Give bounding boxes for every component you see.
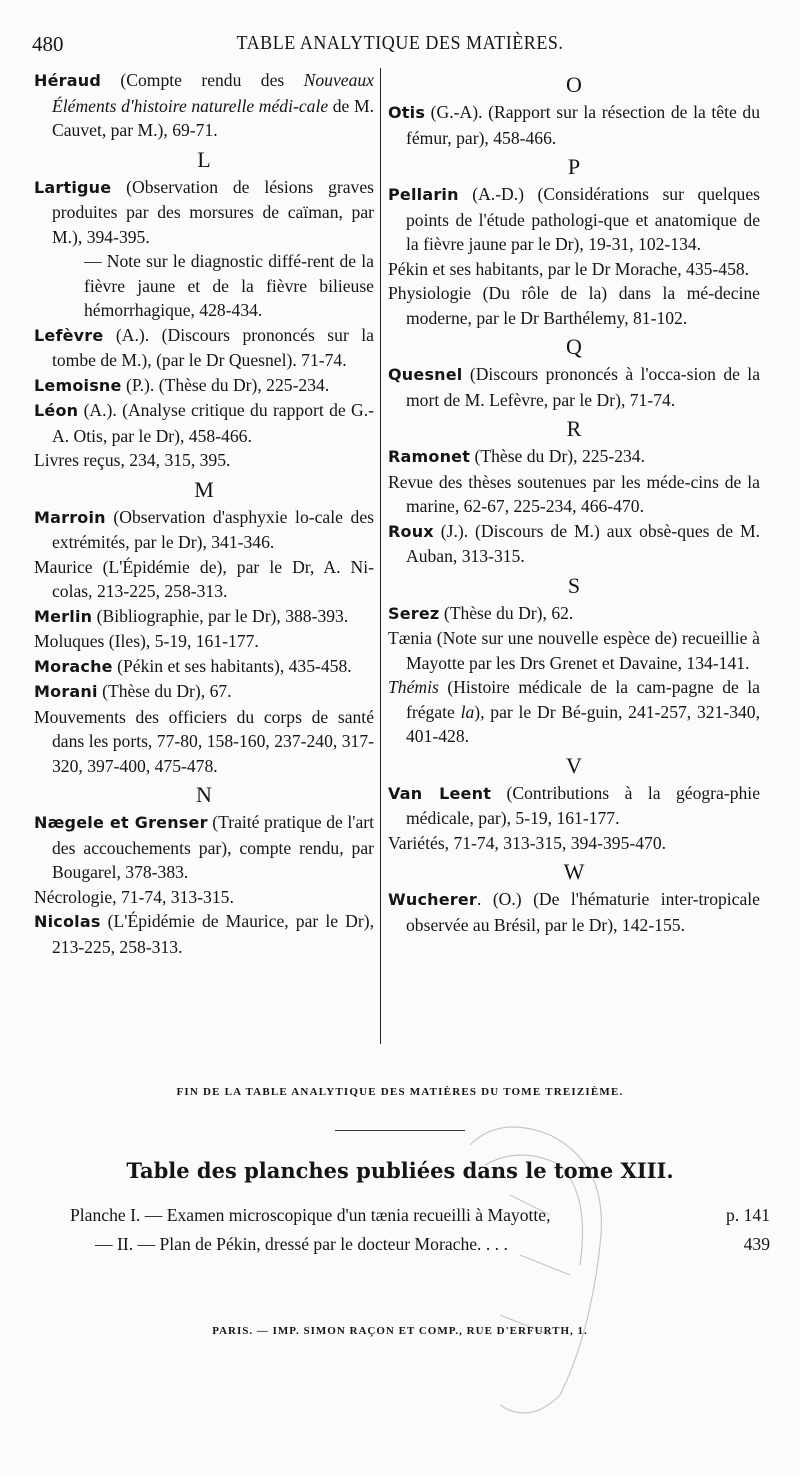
index-entry: Tænia (Note sur une nouvelle espèce de) recueillie à Mayotte par les Drs Grenet et Davaine, 134-141. <box>388 628 760 673</box>
section-letter: V <box>566 752 582 778</box>
running-title: TABLE ANALYTIQUE DES MATIÈRES. <box>236 32 564 54</box>
running-header <box>32 32 768 62</box>
index-entry: Lemoisne (P.). (Thèse du Dr), 225-234. <box>34 374 330 395</box>
index-entry: Pékin et ses habitants, par le Dr Morache, 435-458. <box>388 258 750 279</box>
index-entry: Revue des thèses soutenues par les méde-cins de la marine, 62-67, 225-234, 466-470. <box>388 471 760 516</box>
index-entry: Pellarin (A.-D.) (Considérations sur quelques points de l'étude pathologi-que et anatomique de la fièvre jaune par le Dr), 19-31, 102-134. <box>388 184 760 254</box>
index-entry: Nægele et Grenser (Traité pratique de l'art des accouchements par), compte rendu, par Bougarel, 378-383. <box>34 812 374 882</box>
section-letter: N <box>196 782 212 807</box>
index-entry: Marroin (Observation d'asphyxie lo-cale des extrémités, par le Dr), 341-346. <box>34 506 374 552</box>
right-column <box>388 68 760 937</box>
section-letter: L <box>197 146 211 172</box>
section-letter: S <box>567 572 581 598</box>
index-entry: Moluques (Iles), 5-19, 161-177. <box>34 631 259 651</box>
index-entry: Nicolas (L'Épidémie de Maurice, par le Dr), 213-225, 258-313. <box>34 911 374 957</box>
index-entry: Merlin (Bibliographie, par le Dr), 388-393. <box>34 605 349 626</box>
index-entry: Roux (J.). (Discours de M.) aux obsè-ques de M. Auban, 313-315. <box>388 520 760 566</box>
section-letter: M <box>194 476 214 502</box>
section-letter: Q <box>566 334 582 359</box>
section-letter: O <box>566 72 582 97</box>
section-letter: W <box>563 859 585 884</box>
section-letter: R <box>566 416 582 441</box>
end-note: FIN DE LA TABLE ANALYTIQUE DES MATIÈRES DU TOME TREIZIÈME. <box>176 1086 624 1098</box>
index-entry: Thémis (Histoire médicale de la cam-pagne de la frégate la), par le Dr Bé-guin, 241-257, 321-340, 401-428. <box>388 677 760 746</box>
index-entry: Variétés, 71-74, 313-315, 394-395-470. <box>388 832 667 853</box>
index-entry: Lefèvre (A.). (Discours prononcés sur la tombe de M.), (par le Dr Quesnel). 71-74. <box>34 324 374 370</box>
column-divider <box>380 68 381 1044</box>
section-letter: P <box>567 154 581 179</box>
plates-title: Table des planches publiées dans le tome XIII. <box>126 1158 674 1183</box>
printer-imprint: PARIS. — IMP. SIMON RAÇON ET COMP., RUE D'ERFURTH, 1. <box>212 1325 588 1337</box>
index-entry: Quesnel (Discours prononcés à l'occa-sion de la mort de M. Lefèvre, par le Dr), 71-74. <box>388 364 760 410</box>
index-entry: Mouvements des officiers du corps de santé dans les ports, 77-80, 158-160, 237-240, 317-320, 397-400, 475-478. <box>34 706 374 776</box>
index-entry: Morani (Thèse du Dr), 67. <box>34 681 232 701</box>
index-entry: Serez (Thèse du Dr), 62. <box>388 602 574 623</box>
index-entry: Ramonet (Thèse du Dr), 225-234. <box>388 446 645 466</box>
index-entry: Van Leent (Contributions à la géogra-phie médicale, par), 5-19, 161-177. <box>388 782 760 828</box>
index-entry: Livres reçus, 234, 315, 395. <box>34 450 231 470</box>
index-entry: Lartigue (Observation de lésions graves produites par des morsures de caïman, par M.), 394-395. <box>34 176 374 247</box>
index-entry: Morache (Pékin et ses habitants), 435-458. <box>34 655 352 676</box>
left-column <box>34 68 374 959</box>
index-entry: Wucherer. (O.) (De l'hématurie inter-tropicale observée au Brésil, par le Dr), 142-155. <box>388 889 760 935</box>
plate-row: — II. — Plan de Pékin, dressé par le docteur Morache. . . . 439 <box>95 1234 770 1254</box>
index-entry: Héraud (Compte rendu des Nouveaux Éléments d'histoire naturelle médi-cale de M. Cauvet, par M.), 69-71. <box>34 70 374 140</box>
index-entry: Nécrologie, 71-74, 313-315. <box>34 886 234 907</box>
plate-row: Planche I. — Examen microscopique d'un tænia recueilli à Mayotte, p. 141 <box>70 1205 770 1225</box>
page-number: 480 <box>32 32 64 56</box>
index-entry: Otis (G.-A). (Rapport sur la résection de la tête du fémur, par), 458-466. <box>388 102 760 148</box>
index-entry: Maurice (L'Épidémie de), par le Dr, A. Ni-colas, 213-225, 258-313. <box>34 556 374 601</box>
index-entry-continuation: — Note sur le diagnostic diffé-rent de la fièvre jaune et de la fièvre bilieuse hémorrhagique, 428-434. <box>84 251 374 320</box>
index-entry: Léon (A.). (Analyse critique du rapport de G.-A. Otis, par le Dr), 458-466. <box>34 400 374 446</box>
index-entry: Physiologie (Du rôle de la) dans la mé-decine moderne, par le Dr Barthélemy, 81-102. <box>388 283 760 328</box>
library-stamp <box>440 1105 640 1435</box>
